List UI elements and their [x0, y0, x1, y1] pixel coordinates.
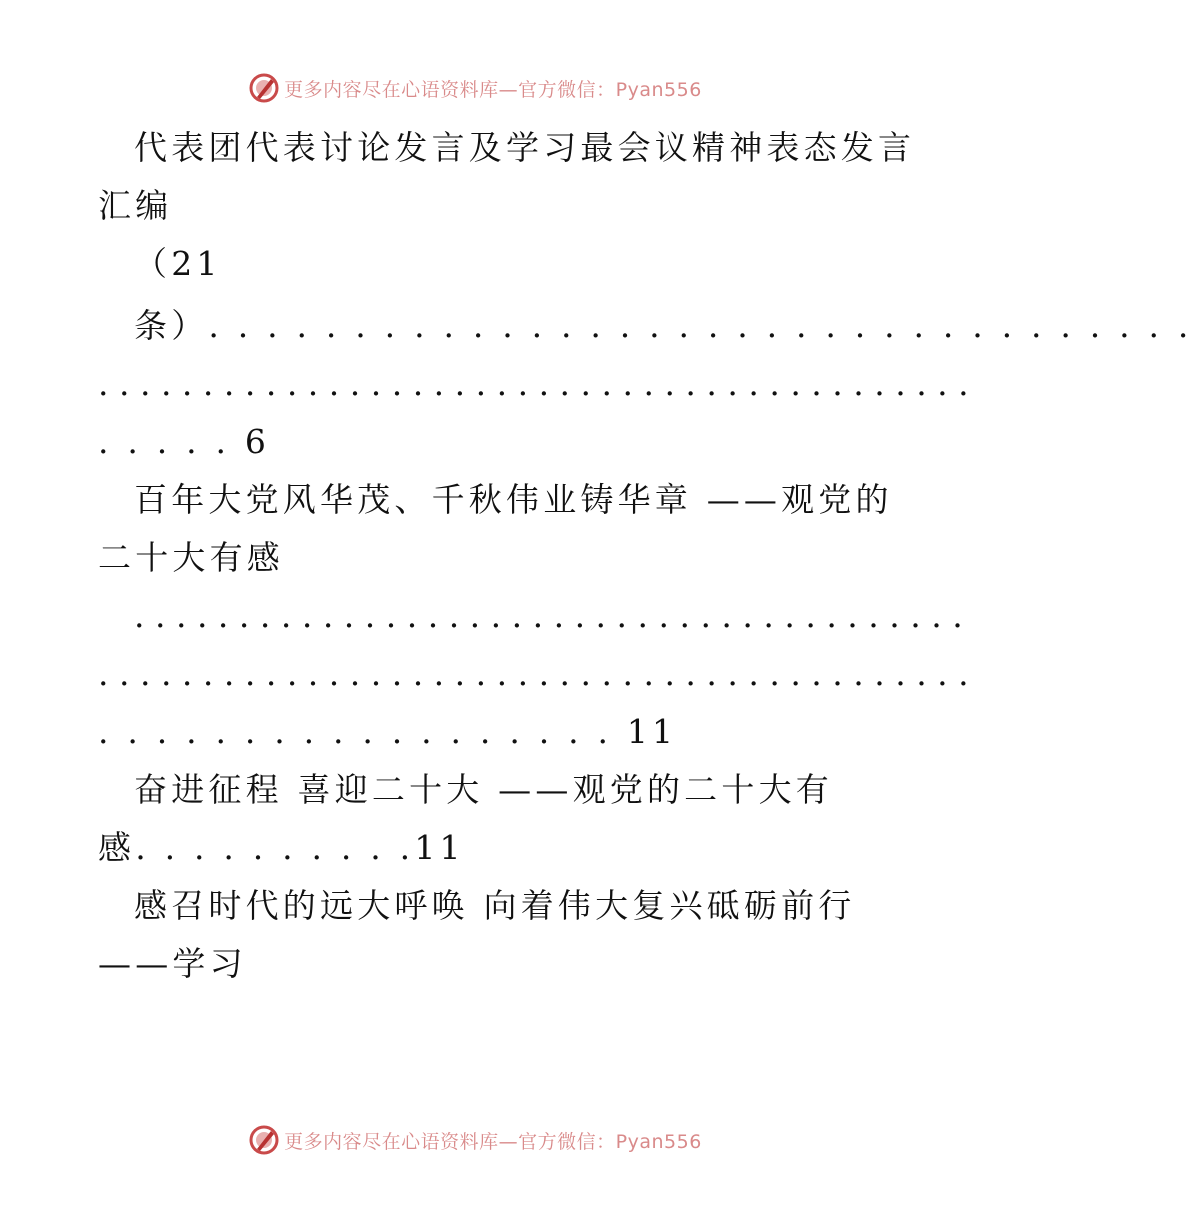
toc-entry-2-page-line [0, 712, 1048, 752]
toc-leader-dots: . . . . . . . . . . . . . . . . . . [98, 712, 627, 751]
toc-leader-dots: . . . . . . . . . . [135, 828, 415, 867]
toc-entry-3-page-line [0, 828, 1048, 868]
toc-entry-3-page: 11 [414, 828, 465, 867]
toc-leader-dots: . . . . . . . . . . . . . . . . . . . . . . . . . . . . . . . . . . . . . . . . . . [98, 364, 969, 403]
toc-entry-2-title-line1: 百年大党风华茂、千秋伟业铸华章 ——观党的 [134, 480, 893, 519]
seal-pen-logo-icon [248, 1124, 280, 1156]
toc-leader-dots: . . . . . . . . . . . . . . . . . . . . . . . . . . . . . . . . . . . . . . . . [134, 596, 963, 635]
toc-leader-dots: . . . . . [98, 422, 245, 461]
watermark-text: 更多内容尽在心语资料库—官方微信：Pyan556 [284, 78, 702, 101]
toc-entry-1-title-line2: 汇编 [98, 186, 173, 225]
toc-entry-4-title-line1: 感召时代的远大呼唤 向着伟大复兴砥砺前行 [134, 886, 856, 925]
toc-entry-4-title-line2: ——学习 [98, 944, 247, 983]
toc-entry-1-title-line3: （21 [134, 244, 222, 283]
toc-entry-3-title-line2: 感 [98, 828, 136, 867]
toc-entry-1-title-line1: 代表团代表讨论发言及学习最会议精神表态发言 [134, 128, 916, 167]
toc-entry-1-page-line [0, 422, 1048, 462]
toc-leader-dots: . . . . . . . . . . . . . . . . . . . . . . . . . . . . . . . . . . . . . . . . . . [98, 654, 969, 693]
toc-entry-2-title-line2: 二十大有感 [98, 538, 284, 577]
watermark-text: 更多内容尽在心语资料库—官方微信：Pyan556 [284, 1130, 702, 1153]
toc-entry-3-title-line1: 奋进征程 喜迎二十大 ——观党的二十大有 [134, 770, 833, 809]
footer-watermark [0, 1124, 950, 1156]
toc-entry-1-title-line4 [0, 306, 1193, 346]
toc-leader-dots: . . . . . . . . . . . . . . . . . . . . . . . . . . . . . . . . . . [208, 306, 1193, 345]
toc-entry-1-title-line4-text: 条） [134, 306, 209, 345]
toc-entry-2-page: 11 [626, 712, 678, 751]
header-watermark [0, 72, 950, 104]
toc-entry-1-page: 6 [244, 422, 271, 461]
seal-pen-logo-icon [248, 72, 280, 104]
